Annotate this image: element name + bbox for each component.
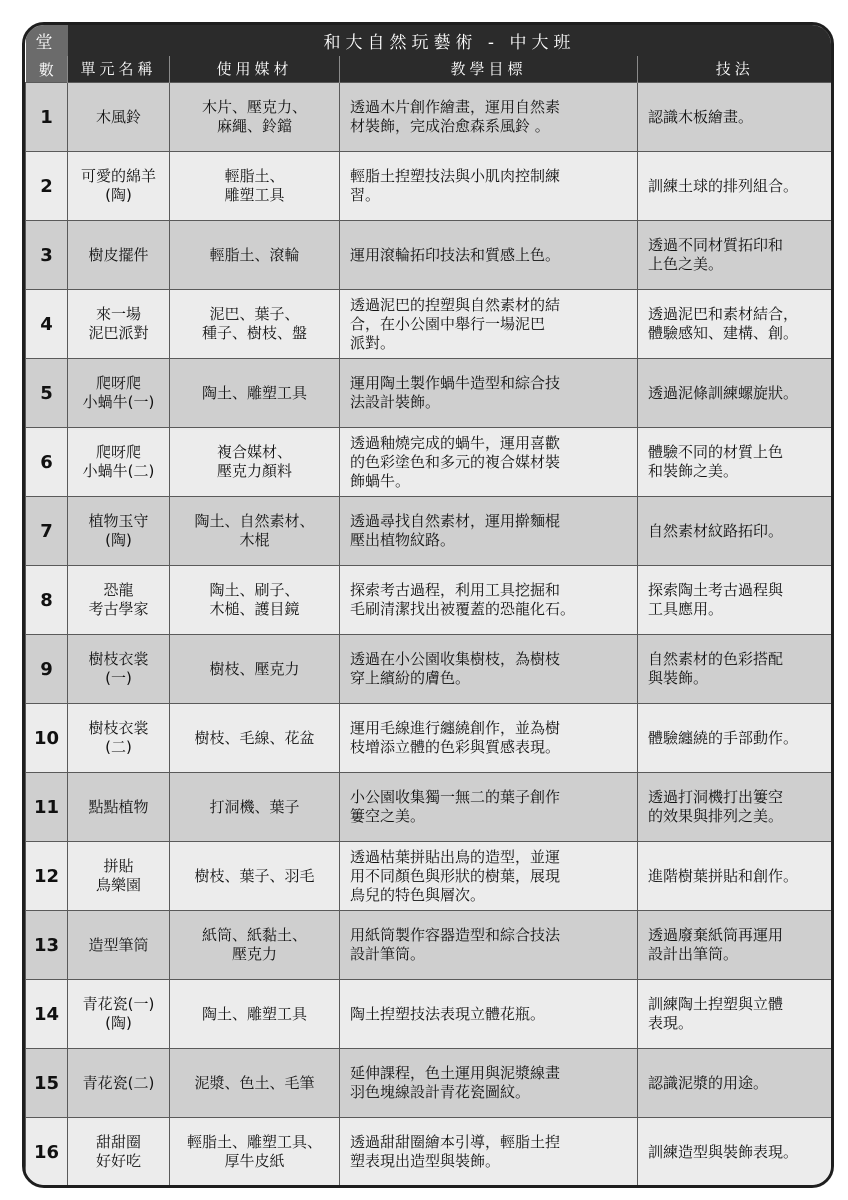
unit-name-cell-text: 可愛的綿羊 (陶)	[80, 167, 156, 204]
goal-cell-text: 透過木片創作繪畫，運用自然素 材裝飾，完成治愈森系風鈴 。	[350, 98, 561, 135]
goal-cell-text: 小公園收集獨一無二的葉子創作 簍空之美。	[350, 788, 561, 825]
technique-cell	[638, 980, 832, 1049]
unit-name-cell-text: 來一場 泥巴派對	[88, 305, 149, 342]
materials-cell	[170, 566, 340, 635]
curriculum-sheet	[22, 22, 834, 1188]
table-row	[26, 1118, 832, 1187]
unit-name-cell	[68, 704, 170, 773]
goal-cell-text: 探索考古過程，利用工具挖掘和 毛刷清潔找出被覆蓋的恐龍化石。	[350, 581, 576, 618]
materials-cell	[170, 152, 340, 221]
lesson-number-cell-text: 3	[40, 244, 53, 266]
unit-name-cell-text: 爬呀爬 小蝸牛(一)	[82, 374, 155, 411]
goal-cell-text: 透過枯葉拼貼出鳥的造型，並運 用不同顏色與形狀的樹葉，展現 鳥兒的特色與層次。	[350, 847, 561, 904]
lesson-number-cell	[26, 566, 68, 635]
table-row	[26, 428, 832, 497]
unit-name-cell-text: 木風鈴	[95, 107, 141, 126]
unit-name-cell-text: 恐龍 考古學家	[88, 581, 149, 618]
lesson-number-cell-text: 6	[40, 451, 53, 473]
goal-cell	[340, 635, 638, 704]
unit-name-cell-text: 青花瓷(一) (陶)	[82, 995, 155, 1032]
unit-name-cell-text: 拼貼 鳥樂園	[95, 857, 141, 894]
technique-cell	[638, 773, 832, 842]
goal-cell	[340, 566, 638, 635]
unit-name-header: 單元名稱	[68, 56, 170, 83]
materials-cell	[170, 842, 340, 911]
lesson-number-cell	[26, 842, 68, 911]
unit-name-cell-text: 爬呀爬 小蝸牛(二)	[82, 443, 155, 480]
technique-cell-text: 進階樹葉拼貼和創作。	[648, 866, 799, 885]
materials-cell-text: 樹枝、壓克力	[209, 659, 300, 678]
lesson-number-cell	[26, 359, 68, 428]
unit-name-cell	[68, 635, 170, 704]
table-row	[26, 773, 832, 842]
table-row	[26, 842, 832, 911]
goal-cell-text: 透過釉燒完成的蝸牛，運用喜歡 的色彩塗色和多元的複合媒材裝 飾蝸牛。	[350, 433, 561, 490]
lesson-number-cell-text: 15	[33, 1072, 60, 1094]
goals-header: 教學目標	[340, 56, 638, 83]
table-row	[26, 566, 832, 635]
goal-cell	[340, 842, 638, 911]
unit-name-cell	[68, 842, 170, 911]
materials-cell-text: 樹枝、葉子、羽毛	[194, 866, 315, 885]
technique-cell-text: 透過廢棄紙筒再運用 設計出筆筒。	[648, 926, 784, 963]
technique-cell	[638, 497, 832, 566]
technique-cell-text: 透過泥條訓練螺旋狀。	[648, 383, 799, 402]
lesson-count-header-bottom: 數	[26, 56, 68, 83]
materials-cell	[170, 980, 340, 1049]
unit-name-cell	[68, 497, 170, 566]
curriculum-table	[25, 25, 832, 1187]
unit-name-cell-text: 樹枝衣裳 (二)	[88, 719, 149, 756]
lesson-number-cell	[26, 428, 68, 497]
table-row	[26, 359, 832, 428]
unit-name-cell-text: 樹皮擺件	[88, 245, 149, 264]
technique-cell-text: 透過打洞機打出簍空 的效果與排列之美。	[648, 788, 784, 825]
table-row	[26, 221, 832, 290]
materials-cell	[170, 773, 340, 842]
lesson-number-cell	[26, 704, 68, 773]
technique-cell-text: 訓練造型與裝飾表現。	[648, 1142, 799, 1161]
technique-cell-text: 透過泥巴和素材結合， 體驗感知、建構、創。	[648, 305, 799, 342]
technique-cell-text: 自然素材的色彩搭配 與裝飾。	[648, 650, 784, 687]
lesson-number-cell-text: 11	[33, 796, 60, 818]
materials-cell	[170, 911, 340, 980]
technique-cell-text: 訓練土球的排列組合。	[648, 176, 799, 195]
lesson-number-cell	[26, 497, 68, 566]
materials-cell-text: 木片、壓克力、 麻繩、鈴鐺	[201, 98, 307, 135]
unit-name-cell	[68, 566, 170, 635]
materials-cell-text: 輕脂土、滾輪	[209, 245, 300, 264]
table-row	[26, 290, 832, 359]
lesson-number-cell-text: 10	[33, 727, 60, 749]
technique-cell-text: 探索陶土考古過程與 工具應用。	[648, 581, 784, 618]
materials-cell-text: 陶土、雕塑工具	[201, 383, 307, 402]
lesson-number-cell	[26, 1118, 68, 1187]
technique-cell	[638, 1049, 832, 1118]
goal-cell-text: 運用滾輪拓印技法和質感上色。	[350, 245, 561, 264]
unit-name-cell-text: 造型筆筒	[88, 935, 149, 954]
unit-name-cell	[68, 911, 170, 980]
lesson-count-header-top: 堂	[26, 25, 68, 56]
materials-cell-text: 複合媒材、 壓克力顏料	[216, 443, 292, 480]
unit-name-cell	[68, 773, 170, 842]
materials-header: 使用媒材	[170, 56, 340, 83]
technique-cell	[638, 566, 832, 635]
technique-cell	[638, 221, 832, 290]
technique-cell-text: 認識泥漿的用途。	[648, 1073, 769, 1092]
materials-cell	[170, 221, 340, 290]
technique-cell	[638, 1118, 832, 1187]
goal-cell	[340, 221, 638, 290]
technique-cell-text: 自然素材紋路拓印。	[648, 521, 784, 540]
materials-cell-text: 輕脂土、雕塑工具、 厚牛皮紙	[186, 1133, 322, 1170]
technique-cell-text: 體驗纏繞的手部動作。	[648, 728, 799, 747]
unit-name-cell	[68, 1049, 170, 1118]
materials-cell-text: 紙筒、紙黏土、 壓克力	[201, 926, 307, 963]
goal-cell-text: 運用陶土製作蝸牛造型和綜合技 法設計裝飾。	[350, 374, 561, 411]
lesson-number-cell-text: 8	[40, 589, 53, 611]
lesson-number-cell-text: 7	[40, 520, 53, 542]
lesson-number-cell	[26, 221, 68, 290]
lesson-number-cell-text: 14	[33, 1003, 60, 1025]
unit-name-cell-text: 青花瓷(二)	[82, 1073, 155, 1092]
title-row	[26, 25, 832, 56]
table-row	[26, 911, 832, 980]
materials-cell	[170, 359, 340, 428]
goal-cell-text: 用紙筒製作容器造型和綜合技法 設計筆筒。	[350, 926, 561, 963]
materials-cell-text: 打洞機、葉子	[209, 797, 300, 816]
unit-name-cell-text: 植物玉守 (陶)	[88, 512, 149, 549]
goal-cell-text: 運用毛線進行纏繞創作，並為樹 枝增添立體的色彩與質感表現。	[350, 719, 561, 756]
lesson-number-cell	[26, 980, 68, 1049]
materials-cell-text: 陶土、刷子、 木槌、護目鏡	[209, 581, 300, 618]
materials-cell	[170, 290, 340, 359]
lesson-number-cell	[26, 911, 68, 980]
goal-cell-text: 透過尋找自然素材，運用擀麵棍 壓出植物紋路。	[350, 512, 561, 549]
goal-cell-text: 透過甜甜圈繪本引導，輕脂土揑 塑表現出造型與裝飾。	[350, 1133, 561, 1170]
materials-cell	[170, 1118, 340, 1187]
materials-cell-text: 樹枝、毛線、花盆	[194, 728, 315, 747]
goal-cell-text: 透過泥巴的揑塑與自然素材的結 合，在小公園中舉行一場泥巴 派對。	[350, 295, 561, 352]
materials-cell	[170, 704, 340, 773]
materials-cell	[170, 1049, 340, 1118]
materials-cell-text: 陶土、自然素材、 木棍	[194, 512, 315, 549]
lesson-number-cell-text: 12	[33, 865, 60, 887]
unit-name-cell	[68, 359, 170, 428]
goal-cell	[340, 980, 638, 1049]
lesson-number-cell-text: 13	[33, 934, 60, 956]
technique-cell-text: 透過不同材質拓印和 上色之美。	[648, 236, 784, 273]
table-row	[26, 635, 832, 704]
goal-cell-text: 延伸課程，色土運用與泥漿線畫 羽色塊線設計青花瓷圖紋。	[350, 1064, 561, 1101]
table-row	[26, 497, 832, 566]
table-row	[26, 704, 832, 773]
materials-cell	[170, 428, 340, 497]
unit-name-cell	[68, 428, 170, 497]
unit-name-cell-text: 樹枝衣裳 (一)	[88, 650, 149, 687]
lesson-number-cell-text: 16	[33, 1141, 60, 1163]
page-title: 和大自然玩藝術 - 中大班	[68, 25, 832, 56]
unit-name-cell-text: 甜甜圈 好好吃	[95, 1133, 141, 1170]
goal-cell	[340, 290, 638, 359]
technique-cell	[638, 83, 832, 152]
goal-cell	[340, 428, 638, 497]
goal-cell	[340, 704, 638, 773]
technique-cell	[638, 428, 832, 497]
technique-cell	[638, 290, 832, 359]
goal-cell	[340, 1118, 638, 1187]
technique-cell	[638, 704, 832, 773]
goal-cell-text: 輕脂土揑塑技法與小肌肉控制練 習。	[350, 167, 561, 204]
lesson-number-cell-text: 5	[40, 382, 53, 404]
materials-cell	[170, 497, 340, 566]
goal-cell	[340, 359, 638, 428]
unit-name-cell-text: 點點植物	[88, 797, 149, 816]
lesson-number-cell-text: 1	[40, 106, 53, 128]
unit-name-cell	[68, 221, 170, 290]
technique-cell-text: 認識木板繪畫。	[648, 107, 754, 126]
goal-cell	[340, 497, 638, 566]
materials-cell-text: 陶土、雕塑工具	[201, 1004, 307, 1023]
technique-cell	[638, 359, 832, 428]
unit-name-cell	[68, 980, 170, 1049]
table-row	[26, 1049, 832, 1118]
technique-header: 技法	[638, 56, 832, 83]
lesson-number-cell	[26, 1049, 68, 1118]
unit-name-cell	[68, 83, 170, 152]
technique-cell	[638, 635, 832, 704]
lesson-number-cell	[26, 773, 68, 842]
goal-cell	[340, 152, 638, 221]
goal-cell	[340, 773, 638, 842]
table-row	[26, 152, 832, 221]
lesson-number-cell	[26, 152, 68, 221]
goal-cell-text: 透過在小公園收集樹枝，為樹枝 穿上繽紛的膚色。	[350, 650, 561, 687]
technique-cell-text: 體驗不同的材質上色 和裝飾之美。	[648, 443, 784, 480]
goal-cell-text: 陶土揑塑技法表現立體花瓶。	[350, 1004, 546, 1023]
unit-name-cell	[68, 1118, 170, 1187]
table-row	[26, 980, 832, 1049]
unit-name-cell	[68, 152, 170, 221]
lesson-number-cell	[26, 290, 68, 359]
table-body	[26, 83, 832, 1187]
goal-cell	[340, 1049, 638, 1118]
technique-cell	[638, 152, 832, 221]
lesson-number-cell-text: 2	[40, 175, 53, 197]
lesson-number-cell-text: 4	[40, 313, 53, 335]
lesson-number-cell	[26, 83, 68, 152]
technique-cell-text: 訓練陶土揑塑與立體 表現。	[648, 995, 784, 1032]
lesson-number-cell-text: 9	[40, 658, 53, 680]
materials-cell-text: 泥巴、葉子、 種子、樹枝、盤	[201, 305, 307, 342]
materials-cell-text: 泥漿、色土、毛筆	[194, 1073, 315, 1092]
materials-cell	[170, 635, 340, 704]
goal-cell	[340, 83, 638, 152]
technique-cell	[638, 842, 832, 911]
unit-name-cell	[68, 290, 170, 359]
materials-cell	[170, 83, 340, 152]
lesson-number-cell	[26, 635, 68, 704]
materials-cell-text: 輕脂土、 雕塑工具	[224, 167, 285, 204]
column-header-row	[26, 56, 832, 83]
table-row	[26, 83, 832, 152]
technique-cell	[638, 911, 832, 980]
goal-cell	[340, 911, 638, 980]
